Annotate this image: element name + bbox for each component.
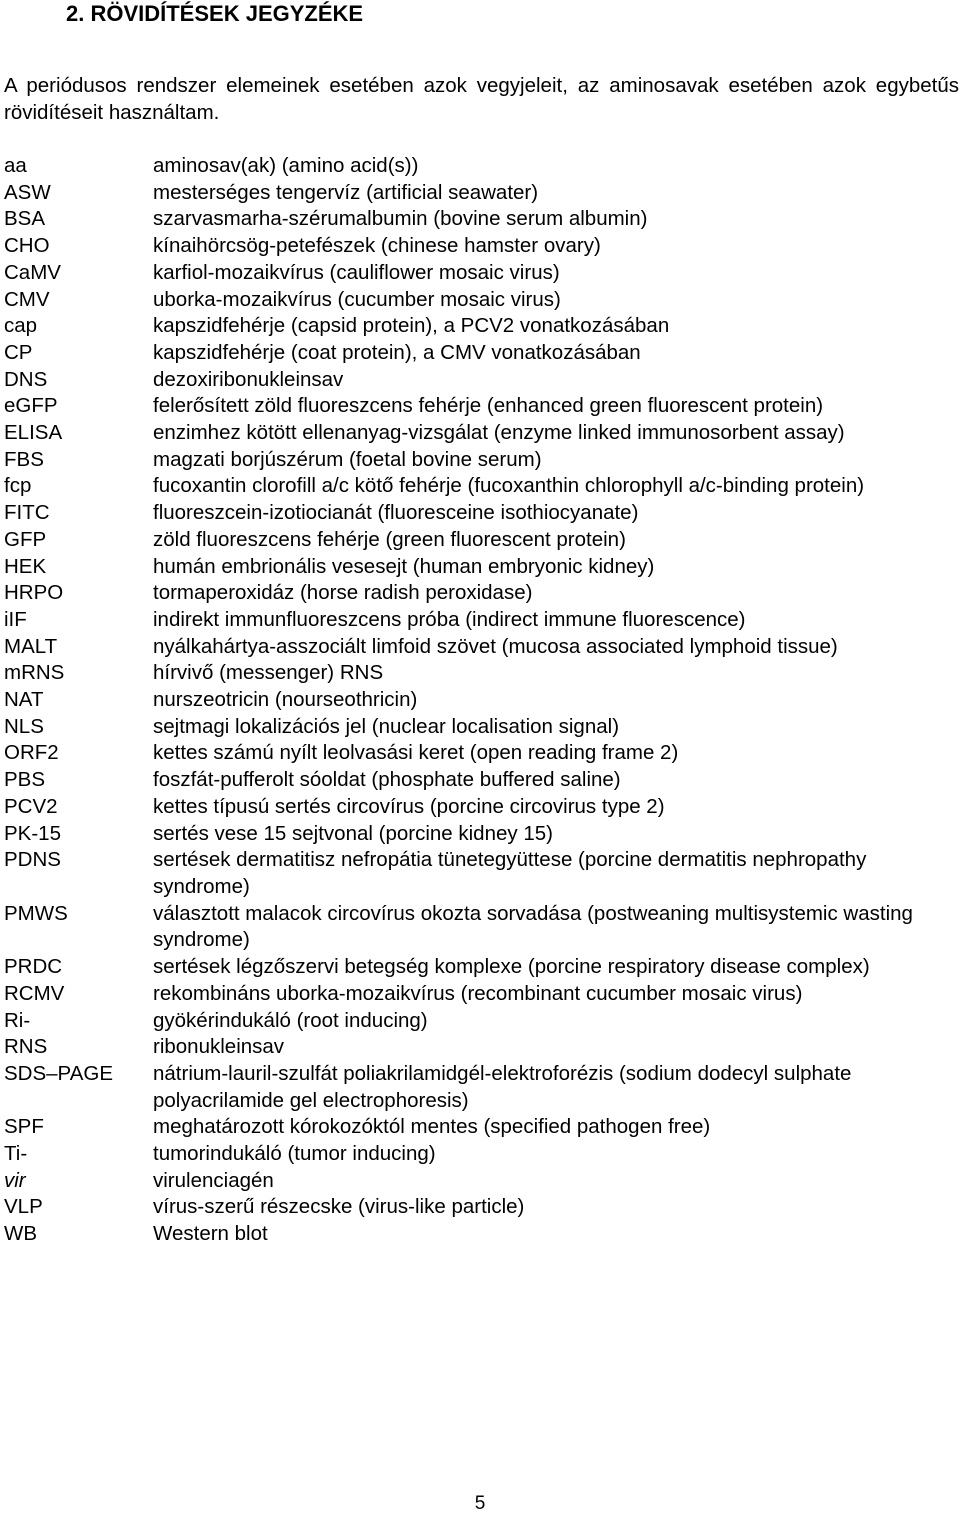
abbreviation-definition: magzati borjúszérum (foetal bovine serum) [153, 447, 542, 471]
abbreviation-definition: kettes típusú sertés circovírus (porcine circovirus type 2) [153, 794, 665, 818]
abbreviation-definition: uborka-mozaikvírus (cucumber mosaic virus) [153, 287, 561, 311]
abbreviation-definition: aminosav(ak) (amino acid(s)) [153, 154, 419, 177]
abbreviation-definition: zöld fluoreszcens fehérje (green fluorescent protein) [153, 527, 626, 551]
abbreviation-definition: vírus-szerű részecske (virus-like particle) [153, 1195, 525, 1219]
abbreviation-term: PK-15 [4, 821, 61, 845]
abbreviation-term: PCV2 [4, 794, 58, 818]
abbreviation-term: RCMV [4, 981, 65, 1005]
abbreviation-definition: nurszeotricin (nourseothricin) [153, 688, 418, 712]
abbreviation-term: HRPO [4, 581, 64, 605]
abbreviation-definition: fluoreszcein-izotiocianát (fluoresceine isothiocyanate) [153, 501, 639, 525]
abbreviation-definition: sertések dermatitisz nefropátia tünetegyüttese (porcine dermatitis nephropathy syndrome) [153, 848, 867, 898]
abbreviation-row [4, 1034, 960, 1061]
abbreviation-term: CaMV [4, 260, 61, 284]
abbreviation-term: GFP [4, 527, 47, 551]
abbreviation-row [4, 206, 960, 233]
abbreviation-row [4, 660, 960, 687]
abbreviation-definition: hírvivő (messenger) RNS [153, 661, 384, 685]
abbreviation-row [4, 767, 960, 794]
abbreviation-row [4, 233, 960, 260]
abbreviation-term: CHO [4, 234, 50, 258]
abbreviation-definition: választott malacok circovírus okozta sorvadása (postweaning multisystemic wasting syndrome) [153, 901, 913, 952]
abbreviation-term: SDS–PAGE [4, 1061, 113, 1085]
abbreviation-definition: dezoxiribonukleinsav [153, 367, 344, 391]
abbreviation-term: HEK [4, 554, 47, 578]
abbreviation-definition: gyökérindukáló (root inducing) [153, 1008, 428, 1032]
abbreviation-row [4, 1168, 960, 1195]
abbreviation-row [4, 794, 960, 821]
abbreviation-definition: indirekt immunfluoreszcens próba (indirect immune fluorescence) [153, 607, 746, 631]
abbreviation-row [4, 500, 960, 527]
abbreviation-definition: humán embrionális vesesejt (human embryonic kidney) [153, 554, 655, 578]
abbreviation-term: PRDC [4, 955, 63, 979]
abbreviation-row [4, 901, 960, 954]
abbreviation-row [4, 1194, 960, 1221]
abbreviation-term: PDNS [4, 848, 61, 872]
abbreviation-term: DNS [4, 367, 48, 391]
abbreviation-definition: kapszidfehérje (coat protein), a CMV vonatkozásában [153, 340, 641, 364]
page-number: 5 [474, 1493, 486, 1514]
abbreviation-row [4, 554, 960, 581]
abbreviation-row [4, 287, 960, 314]
abbreviation-term: mRNS [4, 661, 65, 685]
abbreviation-definition: szarvasmarha-szérumalbumin (bovine serum albumin) [153, 207, 648, 231]
abbreviation-row [4, 260, 960, 287]
abbreviation-term: iIF [4, 607, 27, 631]
abbreviation-definition: sejtmagi lokalizációs jel (nuclear localisation signal) [153, 714, 620, 738]
abbreviation-row [4, 714, 960, 741]
abbreviation-term: RNS [4, 1035, 48, 1059]
abbreviation-term: MALT [4, 634, 58, 658]
abbreviation-row [4, 393, 960, 420]
abbreviation-term: CP [4, 340, 33, 364]
abbreviation-term: Ti- [4, 1142, 28, 1166]
abbreviation-row [4, 634, 960, 661]
abbreviation-definition: nyálkahártya-asszociált limfoid szövet (mucosa associated lymphoid tissue) [153, 634, 838, 658]
abbreviation-term: WB [4, 1222, 38, 1246]
abbreviation-row [4, 527, 960, 554]
abbreviation-row [4, 1114, 960, 1141]
abbreviation-term: NLS [4, 714, 44, 738]
abbreviation-row [4, 740, 960, 767]
abbreviation-term: aa [4, 154, 27, 177]
abbreviation-term: fcp [4, 474, 32, 498]
abbreviation-row [4, 180, 960, 207]
abbreviation-row [4, 607, 960, 634]
abbreviation-definition: karfiol-mozaikvírus (cauliflower mosaic virus) [153, 260, 560, 284]
abbreviation-term: VLP [4, 1195, 43, 1219]
abbreviation-row [4, 473, 960, 500]
abbreviation-row [4, 847, 960, 900]
abbreviation-row [4, 447, 960, 474]
abbreviation-term: FBS [4, 447, 44, 471]
abbreviation-row [4, 340, 960, 367]
section-heading: 2. RÖVIDÍTÉSEK JEGYZÉKE [66, 1, 364, 26]
abbreviation-term: cap [4, 314, 38, 338]
abbreviation-row [4, 1221, 960, 1248]
abbreviation-definition: nátrium-lauril-szulfát poliakrilamidgél-elektroforézis (sodium dodecyl sulphate polyacrilamide gel electrophoresis) [153, 1061, 852, 1112]
abbreviation-definition: foszfát-pufferolt sóoldat (phosphate buffered saline) [153, 768, 621, 792]
abbreviation-definition: sertés vese 15 sejtvonal (porcine kidney 15) [153, 821, 553, 845]
abbreviation-row [4, 821, 960, 848]
abbreviation-row [4, 687, 960, 714]
abbreviation-row [4, 954, 960, 981]
abbreviation-row [4, 313, 960, 340]
abbreviation-term: ORF2 [4, 741, 59, 765]
abbreviation-row [4, 580, 960, 607]
abbreviation-row [4, 1061, 960, 1114]
abbreviation-definition: kapszidfehérje (capsid protein), a PCV2 vonatkozásában [153, 314, 670, 338]
abbreviation-definition: kettes számú nyílt leolvasási keret (open reading frame 2) [153, 741, 679, 765]
abbreviation-definition: virulenciagén [153, 1168, 274, 1192]
abbreviation-definition: felerősített zöld fluoreszcens fehérje (enhanced green fluorescent protein) [153, 394, 824, 418]
abbreviation-term: Ri- [4, 1008, 31, 1032]
abbreviation-row [4, 367, 960, 394]
abbreviation-definition: tumorindukáló (tumor inducing) [153, 1142, 436, 1166]
abbreviation-term: PBS [4, 768, 46, 792]
abbreviation-definition: fucoxantin clorofill a/c kötő fehérje (fucoxanthin chlorophyll a/c-binding protein) [153, 474, 865, 498]
abbreviation-term: PMWS [4, 901, 68, 925]
abbreviation-term: FITC [4, 501, 50, 525]
abbreviation-definition: mesterséges tengervíz (artificial seawater) [153, 180, 539, 204]
abbreviation-term: ASW [4, 180, 51, 204]
abbreviation-definition: tormaperoxidáz (horse radish peroxidase) [153, 581, 533, 605]
abbreviation-term: CMV [4, 287, 50, 311]
abbreviation-list [4, 153, 960, 1248]
abbreviation-definition: kínaihörcsög-petefészek (chinese hamster ovary) [153, 234, 601, 258]
abbreviation-definition: rekombináns uborka-mozaikvírus (recombinant cucumber mosaic virus) [153, 981, 803, 1005]
abbreviation-term: eGFP [4, 394, 58, 418]
abbreviation-term: ELISA [4, 421, 63, 445]
abbreviation-term: NAT [4, 688, 44, 712]
abbreviation-row [4, 420, 960, 447]
abbreviation-term: BSA [4, 207, 46, 231]
abbreviation-row [4, 981, 960, 1008]
abbreviation-row [4, 1141, 960, 1168]
abbreviation-definition: sertések légzőszervi betegség komplexe (porcine respiratory disease complex) [153, 955, 870, 979]
abbreviation-definition: enzimhez kötött ellenanyag-vizsgálat (enzyme linked immunosorbent assay) [153, 421, 845, 445]
abbreviation-definition: Western blot [153, 1222, 268, 1246]
abbreviation-term: vir [4, 1168, 26, 1192]
abbreviation-row [4, 1008, 960, 1035]
intro-paragraph: A periódusos rendszer elemeinek esetében azok vegyjeleit, az aminosavak esetében azok egybetűs rövidítéseit használtam. [4, 74, 959, 124]
abbreviation-definition: meghatározott kórokozóktól mentes (specified pathogen free) [153, 1115, 711, 1139]
abbreviation-term: SPF [4, 1115, 44, 1139]
abbreviation-definition: ribonukleinsav [153, 1035, 285, 1059]
abbreviation-row [4, 153, 960, 180]
